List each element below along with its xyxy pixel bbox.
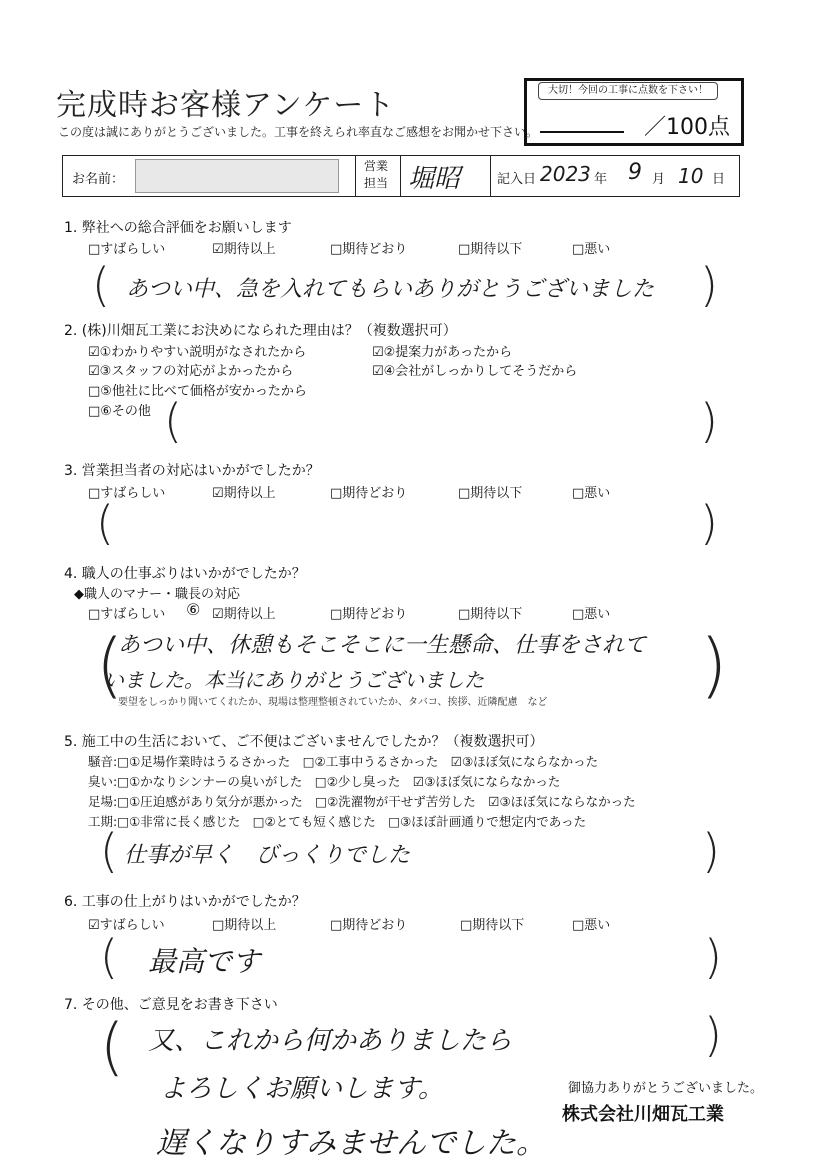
q2-option-6[interactable]: □⑥その他 <box>88 404 151 419</box>
q1-option[interactable]: □悪い <box>572 242 611 257</box>
footer-company: 株式会社川畑瓦工業 <box>562 1104 724 1125</box>
q2-option-5[interactable]: □⑤他社に比べて価格が安かったから <box>88 384 307 399</box>
bracket-right: ) <box>700 394 718 448</box>
q2-option-3[interactable]: ☑③スタッフの対応がよかったから <box>88 364 294 379</box>
q1-option[interactable]: ☑期待以上 <box>212 242 276 257</box>
q5-title: 5. 施工中の生活において、ご不便はございませんでしたか？（複数選択可） <box>64 734 544 750</box>
q2-option-4[interactable]: ☑④会社がしっかりしてそうだから <box>372 364 578 379</box>
bracket-left: ( <box>100 930 118 984</box>
q7-answer-line-1: 又、これから何かありましたら <box>148 1026 513 1056</box>
q2-title: 2. (株)川畑瓦工業にお決めになられた理由は？（複数選択可） <box>64 323 457 339</box>
date-year: 2023 <box>540 162 591 186</box>
footer-thanks: 御協力ありがとうございました。 <box>568 1081 764 1096</box>
q6-option[interactable]: □期待以上 <box>212 918 277 933</box>
sales-label: 担当 <box>364 176 389 190</box>
bracket-left: ( <box>100 824 118 878</box>
info-divider <box>490 155 491 197</box>
bracket-right: ) <box>702 824 720 878</box>
bracket-left: ( <box>96 496 114 550</box>
name-field[interactable] <box>135 159 339 193</box>
q7-title: 7. その他、ご意見をお書き下さい <box>64 997 278 1013</box>
date-month: 9 <box>628 160 642 185</box>
q4-option[interactable]: □期待以下 <box>458 607 523 622</box>
year-unit: 年 <box>594 172 608 187</box>
q6-option[interactable]: □期待どおり <box>330 918 408 933</box>
sales-label: 営業 <box>364 159 389 173</box>
q3-option[interactable]: ☑期待以上 <box>212 486 276 501</box>
bracket-left: ( <box>100 1010 125 1083</box>
info-divider <box>400 155 401 197</box>
q6-option[interactable]: ☑すばらしい <box>88 918 165 933</box>
bracket-left: ( <box>164 394 182 448</box>
q1-option[interactable]: □期待どおり <box>330 242 408 257</box>
q3-option[interactable]: □期待どおり <box>330 486 408 501</box>
q5-scaffold[interactable]: 足場:□①圧迫感があり気分が悪かった □②洗濯物が干せず苦労した ☑③ほぼ気にならなかった <box>88 794 636 809</box>
q4-answer-line-2: いました。本当にありがとうございました <box>104 668 484 692</box>
q6-option[interactable]: □期待以下 <box>460 918 525 933</box>
bracket-right: ) <box>700 624 728 706</box>
bracket-right: ) <box>704 930 722 984</box>
page-title: 完成時お客様アンケート <box>56 88 396 123</box>
q5-noise[interactable]: 騒音:□①足場作業時はうるさかった □②工事中うるさかった ☑③ほぼ気にならなかった <box>88 754 599 769</box>
q7-answer-line-3: 遅くなりすみませんでした。 <box>156 1126 546 1161</box>
q4-title: 4. 職人の仕事ぶりはいかがでしたか？ <box>64 566 306 582</box>
q5-period[interactable]: 工期:□①非常に長く感じた □②とても短く感じた □③ほぼ計画通りで想定内であった <box>88 814 587 829</box>
q3-option[interactable]: □悪い <box>572 486 611 501</box>
bracket-right: ) <box>704 1008 722 1062</box>
q2-option-1[interactable]: ☑①わかりやすい説明がなされたから <box>88 345 307 360</box>
bracket-left: ( <box>92 258 110 312</box>
q4-answer-line-1: あつい中、休憩もそこそこに一生懸命、仕事をされて <box>118 633 647 658</box>
q6-option[interactable]: □悪い <box>572 918 611 933</box>
date-label: 記入日 <box>497 172 537 187</box>
q5-smell[interactable]: 臭い:□①かなりシンナーの臭いがした □②少し臭った ☑③ほぼ気にならなかった <box>88 774 561 789</box>
q4-subtitle: ◆職人のマナー・職長の対応 <box>74 587 240 602</box>
day-unit: 日 <box>712 172 726 187</box>
q4-option[interactable]: ☑期待以上 <box>212 607 276 622</box>
q4-option[interactable]: □悪い <box>572 607 611 622</box>
info-divider <box>355 155 356 197</box>
q4-note-mark: ⑥ <box>186 600 201 619</box>
q1-answer: あつい中、急を入れてもらいありがとうございました <box>126 277 655 302</box>
score-label: 大切！今回の工事に点数を下さい！ <box>538 82 718 100</box>
q3-title: 3. 営業担当者の対応はいかがでしたか？ <box>64 463 320 479</box>
name-label: お名前： <box>72 172 125 187</box>
q6-title: 6. 工事の仕上がりはいかがでしたか？ <box>64 894 306 910</box>
q5-answer: 仕事が早く びっくりでした <box>124 843 411 868</box>
score-unit: ／100点 <box>644 115 730 140</box>
q7-answer-line-2: よろしくお願いします。 <box>160 1074 444 1104</box>
q4-option[interactable]: □すばらしい <box>88 607 166 622</box>
q1-option[interactable]: □期待以下 <box>458 242 523 257</box>
q4-option[interactable]: □期待どおり <box>330 607 408 622</box>
month-unit: 月 <box>652 172 666 187</box>
intro-text: この度は誠にありがとうございました。工事を終えられ率直なご感想をお聞かせ下さい。 <box>58 125 539 139</box>
bracket-right: ) <box>700 258 718 312</box>
q4-hint: 要望をしっかり聞いてくれたか、現場は整理整頓されていたか、タバコ、挨拶、近隣配慮 など <box>118 697 548 708</box>
q6-answer: 最高です <box>148 945 261 978</box>
score-blank-line <box>540 131 624 133</box>
q1-option[interactable]: □すばらしい <box>88 242 166 257</box>
bracket-left: ( <box>96 624 124 706</box>
q2-option-2[interactable]: ☑②提案力があったから <box>372 345 513 360</box>
q3-option[interactable]: □期待以下 <box>458 486 523 501</box>
q3-option[interactable]: □すばらしい <box>88 486 166 501</box>
q1-title: 1. 弊社への総合評価をお願いします <box>64 220 292 236</box>
date-day: 10 <box>678 164 704 188</box>
bracket-right: ) <box>700 496 718 550</box>
sales-person: 堀昭 <box>408 164 461 194</box>
